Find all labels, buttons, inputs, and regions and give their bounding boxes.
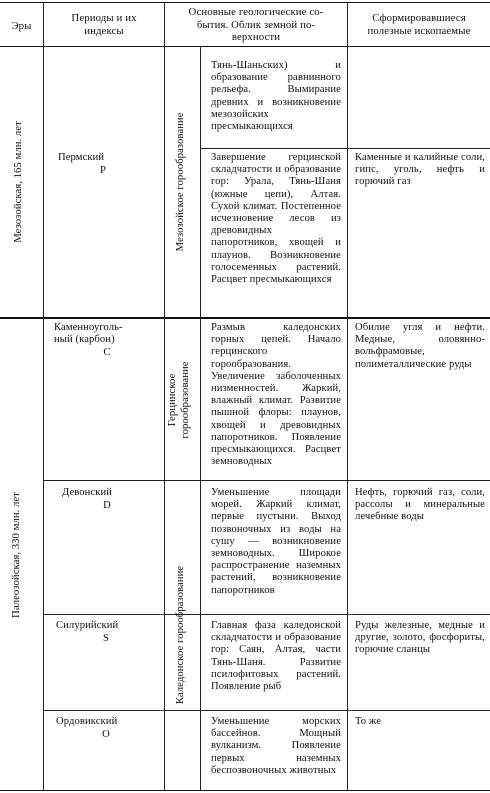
era-mesozoic-label: Мезозойская, 165 млн. лет: [12, 121, 24, 243]
orogeny-hercynian-line1: Герцинское: [166, 373, 178, 427]
row-silur-minerals: Руды железные, медные и другие, золото, фосфориты, горючие сланцы: [355, 620, 485, 656]
row-perm-name: Пермский: [58, 152, 105, 163]
row-carbon-index: C: [103, 347, 111, 359]
orogeny-mesozoic-label: Мезозойское горообразование: [174, 112, 186, 252]
row-devon-index: D: [103, 500, 111, 512]
era-paleozoic-label: Палеозойская, 330 млн. лет: [10, 492, 22, 618]
row-devon-minerals: Нефть, горючий газ, соли, рассолы и минеральные лечебные воды: [355, 487, 485, 523]
header-events-line3: верхности: [231, 31, 281, 43]
row-ordov-minerals: То же: [355, 716, 382, 727]
row-ordov-name: Ордовикский: [56, 716, 118, 727]
row-devon-name: Девонский: [62, 487, 113, 498]
row-sep-silur-ordov: [43, 710, 490, 711]
header-bottom-border: [0, 46, 490, 47]
header-minerals-line2: полезные ископаемые: [367, 24, 471, 37]
row-carbon-events: Размыв каледонских горных цепей. Начало герцинского горообразования. Увеличение заболоченных низменностей. Жаркий, влажный климат. Развитие пышной флоры: плаунов, хвощей и древовидных папоротников. Появление пресмыкающихся. Расцвет земноводных: [211, 322, 341, 468]
row-devon-events: Уменьшение площади морей. Жаркий климат, первые пустыни. Выход позвоночных из воды на сушу — возникновение земноводных. Широкое распространение наземных растений, возникновение папоротников: [211, 487, 341, 596]
row-cont-events: Тянь-Шаньских) и образование равнинного рельефа. Вымирание древних и возникновение мезозойских пресмыкающихся: [211, 60, 341, 133]
header-events: [165, 6, 347, 44]
orogeny-hercynian-line2: горообразование: [179, 361, 191, 439]
row-sep-devon-silur: [43, 614, 490, 615]
orogeny-hercynian-label: [166, 345, 194, 455]
orogeny-sep-hercynian-caledonian: [164, 480, 200, 481]
row-perm-period: [58, 152, 148, 177]
header-events-line2: бытия. Облик земной по-: [196, 18, 316, 31]
row-perm-events: Завершение герцинской складчатости и образование гор: Урала, Тянь-Шаня (южные цепи), Алтая. Сухой климат. Постепенное исчезновение лесов из древовидных папоротников, хвощей и плаунов. Возникновение голосеменных растений. Расцвет пресмыкающихся: [211, 152, 341, 286]
row-ordov-events: Уменьшение морских бассейнов. Мощный вулканизм. Появление первых наземных беспозвоночных животных: [211, 716, 341, 776]
header-periods: [44, 12, 164, 37]
row-silur-index: S: [103, 633, 109, 645]
row-silur-name: Силурийский: [56, 620, 119, 631]
header-era-label: Эры: [11, 20, 32, 32]
header-era: [0, 20, 43, 33]
header-events-line1: Основные геологические со-: [188, 6, 324, 18]
row-carbon-period: [54, 322, 160, 360]
header-periods-line1: Периоды и их: [71, 12, 137, 24]
table-top-border: [0, 2, 490, 3]
row-ordov-index: O: [102, 729, 110, 741]
header-minerals-line1: Сформировавшиеся: [372, 12, 466, 24]
header-periods-line2: индексы: [84, 24, 124, 37]
orogeny-caledonian-label: Каледонское горообразование: [174, 565, 186, 705]
table-bottom-border: [0, 790, 490, 791]
row-silur-events: Главная фаза каледонской складчатости и образование гор: Саян, Алтая, части Тянь-Шаня. Развитие псилофитовых растений. Появление рыб: [211, 620, 341, 693]
row-perm-index: P: [100, 165, 106, 177]
events-col-sep: [347, 46, 348, 790]
row-ordov-period: [56, 716, 156, 741]
orogeny-col-sep: [200, 46, 201, 790]
row-carbon-name-line1: Каменноуголь-: [54, 322, 123, 333]
row-devon-period: [62, 487, 152, 512]
row-sep-carbon-devon: [43, 480, 490, 481]
row-carbon-name-line2: ный (карбон): [54, 334, 115, 346]
header-minerals: [348, 12, 490, 37]
row-sep-cont-perm: [200, 148, 490, 149]
row-perm-minerals: Каменные и калийные соли, гипс, уголь, нефть и горючий газ: [355, 152, 485, 188]
period-col-sep: [164, 46, 165, 790]
row-carbon-minerals: Обилие угля и нефти. Медные, оловянно-вольфрамовые, полиметаллические руды: [355, 322, 485, 370]
era-col-sep: [43, 46, 44, 790]
era-divider: [0, 317, 490, 319]
row-silur-period: [56, 620, 156, 645]
